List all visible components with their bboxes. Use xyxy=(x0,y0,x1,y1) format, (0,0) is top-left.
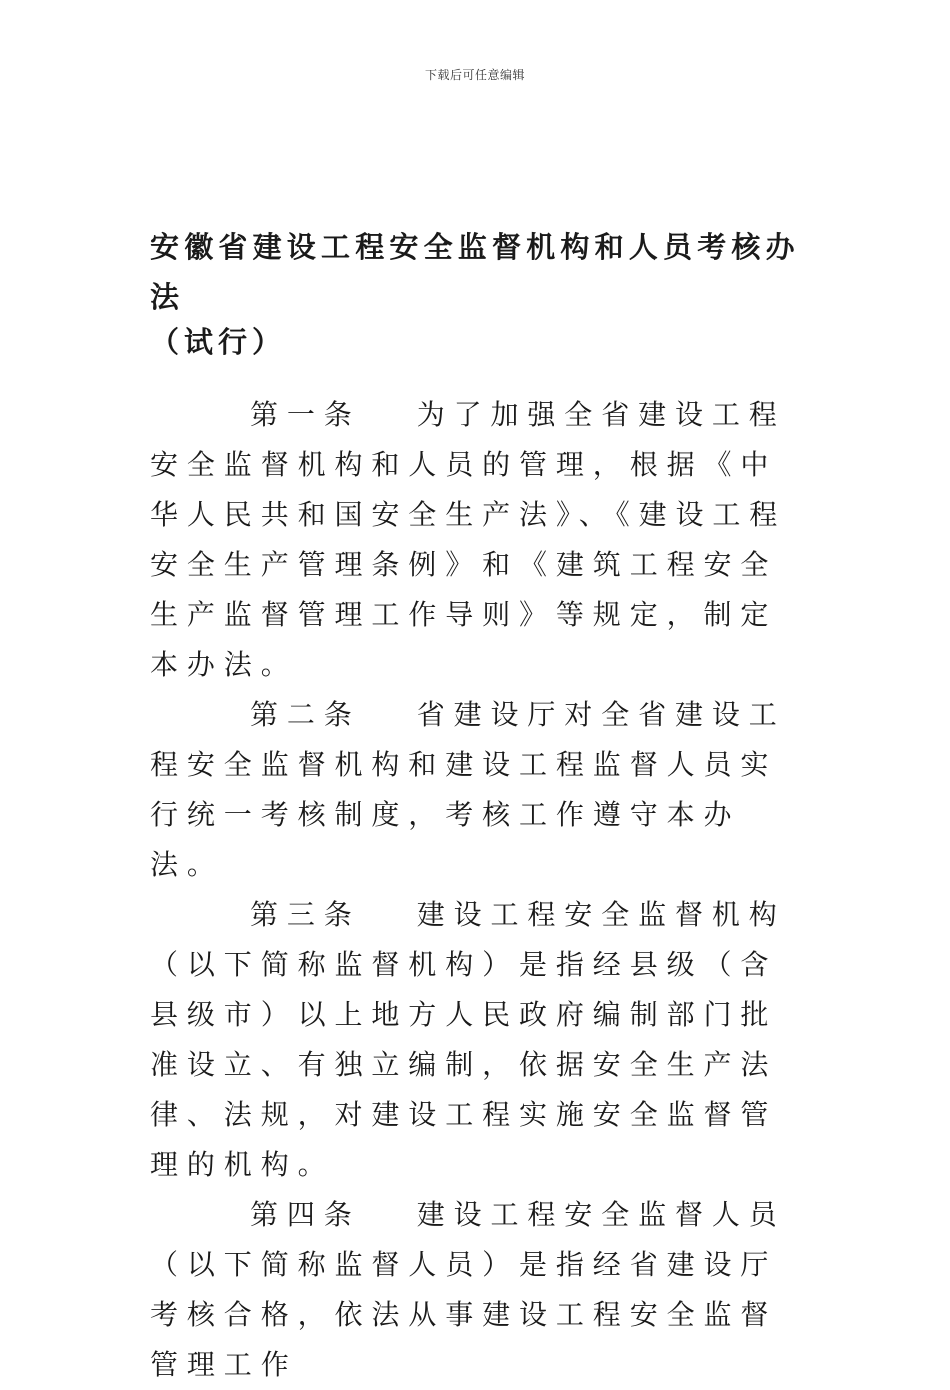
document-body xyxy=(150,390,790,1390)
article-text: 省建设厅对全省建设工程安全监督机构和建设工程监督人员实行统一考核制度，考核工作遵守本办法。 xyxy=(150,698,786,881)
document-subtitle: （试行） xyxy=(150,325,287,359)
article-text: 建设工程安全监督人员（以下简称监督人员）是指经省建设厅考核合格，依法从事建设工程安全监督管理工作 xyxy=(150,1198,786,1381)
document-title: 安徽省建设工程安全监督机构和人员考核办法 xyxy=(150,230,800,314)
article-2 xyxy=(150,690,790,890)
article-3 xyxy=(150,890,790,1190)
article-4 xyxy=(150,1190,790,1390)
article-text: 为了加强全省建设工程安全监督机构和人员的管理，根据《中华人民共和国安全生产法》、《建设工程安全生产管理条例》和《建筑工程安全生产监督管理工作导则》等规定，制定本办法。 xyxy=(150,398,787,681)
article-1 xyxy=(150,390,790,690)
article-number: 第四条 xyxy=(250,1198,361,1231)
header-note: 下载后可任意编辑 xyxy=(424,68,525,82)
article-number: 第一条 xyxy=(250,398,361,431)
article-text: 建设工程安全监督机构（以下简称监督机构）是指经县级（含县级市）以上地方人民政府编制部门批准设立、有独立编制，依据安全生产法律、法规，对建设工程实施安全监督管理的机构。 xyxy=(150,898,786,1181)
article-number: 第三条 xyxy=(250,898,361,931)
article-number: 第二条 xyxy=(250,698,361,731)
